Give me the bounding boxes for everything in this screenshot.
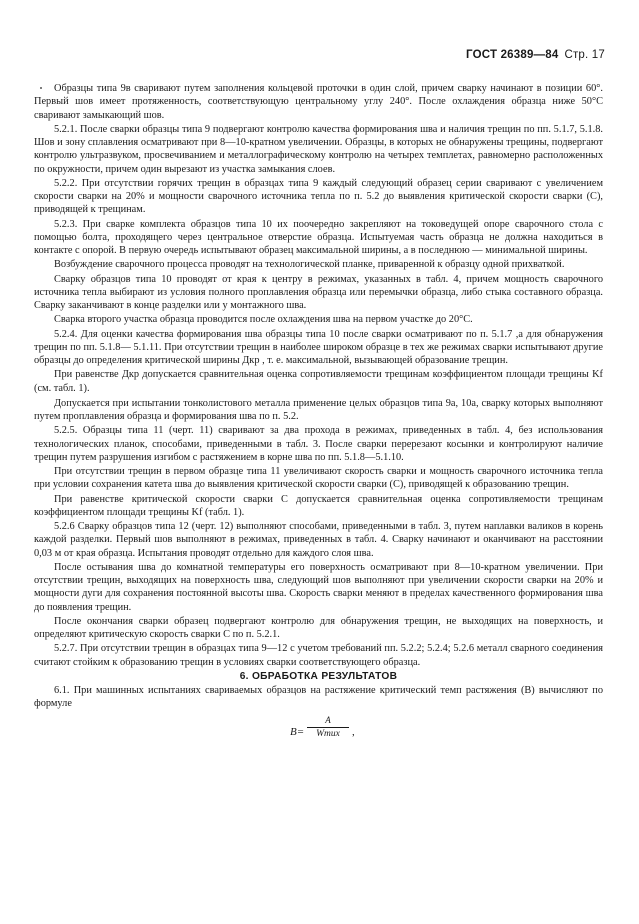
paragraph: Возбуждение сварочного процесса проводят на технологической планке, приваренной к образцу одной прихваткой. [54,259,565,271]
paragraph: 5.2.6 Сварку образцов типа 12 (черт. 12) выполняют способами, приведенными в табл. 3, путем наплавки валиков в корень каждой разделки. Первый шов выполняют в режимах, приведенных в табл. 4. Сварку начинают и оканчивают на расстоянии 0,03 м от края образца. Испытания проводят отдельно для каждого слоя шва. [34,521,603,559]
paragraph: 5.2.3. При сварке комплекта образцов типа 10 их поочередно закрепляют на токоведущей опоре сварочного стола с помощью болта, проходящего через центральное отверстие образца. Испытуемая часть образца не должна находиться в контакте с опорой. В первую очередь испытывают образец максимальной ширины, а в последнюю — минимальной ширины. [34,218,603,256]
section-heading: 6. ОБРАБОТКА РЕЗУЛЬТАТОВ [239,670,398,682]
page-number: Стр. 17 [564,49,605,61]
formula-numerator: A [325,714,331,725]
formula-denominator: Wтих [316,728,340,739]
paragraph: При равенстве Дкр допускается сравнительная оценка сопротивляемости трещинам коэффициентом площади трещины Kf (см. табл. 1). [34,369,603,394]
page-header [466,49,605,61]
formula-trailing: , [352,725,355,738]
paragraph: После окончания сварки образец подвергают контролю для обнаружения трещин, не выходящих на поверхность, и определяют критическую скорость сварки C по п. 5.2.1. [34,615,603,640]
paragraph: 5.2.5. Образцы типа 11 (черт. 11) сваривают за два прохода в режимах, приведенных в табл. 4, без использования технологических планок, способами, приведенными в табл. 3. После сварки перерезают косынки и контролируют наличие трещин путем разрушения изгибом с растяжением в корне шва по пп. 5.1.8—5.1.10. [34,425,603,463]
paragraph: Сварку образцов типа 10 проводят от края к центру в режимах, указанных в табл. 4, причем мощность сварочного источника тепла выбирают из условия полного проплавления образца или перемычки образца, либо стыка составного образца. Сварку заканчивают в конце разделки или у монтажного шва. [34,273,603,311]
paragraph: 5.2.7. При отсутствии трещин в образцах типа 9—12 с учетом требований пп. 5.2.2; 5.2.4; 5.2.6 металл сварного соединения считают стойким к образованию трещин в условиях сварки соответствующего образца. [34,643,603,668]
paragraph: Образцы типа 9в сваривают путем заполнения кольцевой проточки в один слой, причем сварку начинают в позиции 60°. Первый шов имеет протяженность, соответствующую центральному углу 240°. После охлаждения образца ниже 50°С сваривают замыкающий шов. [34,83,603,121]
paragraph: После остывания шва до комнатной температуры его поверхность осматривают при 8—10-кратном увеличении. При отсутствии трещин, выходящих на поверхность шва, следующий шов выполняют при увеличении скорости сварки на 20% и мощности дуги для сохранения постоянной высоты шва. Скорость сварки меняют в пределах качественного формирования шва до появления трещин. [34,561,603,613]
paragraph: При отсутствии трещин в первом образце типа 11 увеличивают скорость сварки и мощность сварочного источника тепла при условии сохранения катета шва до выявления критической скорости сварки (C), приводящей к образованию трещин. [34,466,603,491]
paragraph: Допускается при испытании тонколистового металла применение целых образцов типа 9а, 10а, сварку которых выполняют путем проплавления образца и формирования шва по п. 5.2. [34,397,603,422]
body-text [34,82,603,749]
formula-fraction [307,715,349,740]
paragraph: 5.2.1. После сварки образцы типа 9 подвергают контролю качества формирования шва и наличия трещин по пп. 5.1.7, 5.1.8. Шов и зону сплавления осматривают при 8—10-кратном увеличении. Образцы, в которых не обнаружены трещины, подвергают контролю ультразвуком, просвечиванием и металлографическому контролю на четырех темплетах, равномерно расположенных по окружности, причем один вырезают из участка замыкания слоев. [34,123,603,175]
paragraph: Сварка второго участка образца проводится после охлаждения шва на первом участке до 20°С. [54,314,473,326]
formula [34,715,603,749]
formula-lhs: B= [290,725,305,738]
paragraph: При равенстве критической скорости сварки C допускается сравнительная оценка сопротивляемости трещинам коэффициентом площади трещины Kf (табл. 1). [34,493,603,518]
standard-number: ГОСТ 26389—84 [466,49,559,61]
paragraph: 5.2.4. Для оценки качества формирования шва образцы типа 10 после сварки осматривают по п. 5.1.7 ,а для обнаружения трещин по пп. 5.1.8— 5.1.11. При отсутствии трещин в наиболее широком образце в тех же режимах сварки испытывают другие образцы до определения критической ширины Дкр , т. е. максимальной, вызывающей образование трещин. [34,328,603,366]
section-paragraph: 6.1. При машинных испытаниях свариваемых образцов на растяжение критический темп растяжения (B) вычисляют по формуле [34,685,603,710]
paragraph: 5.2.2. При отсутствии горячих трещин в образцах типа 9 каждый следующий образец серии сваривают с увеличением скорости сварки на 20% и мощности сварочного источника тепла по п. 5.2 до выявления критической скорости сварки (C), приводящей к трещинам. [34,177,603,216]
fraction-bar [307,727,349,728]
